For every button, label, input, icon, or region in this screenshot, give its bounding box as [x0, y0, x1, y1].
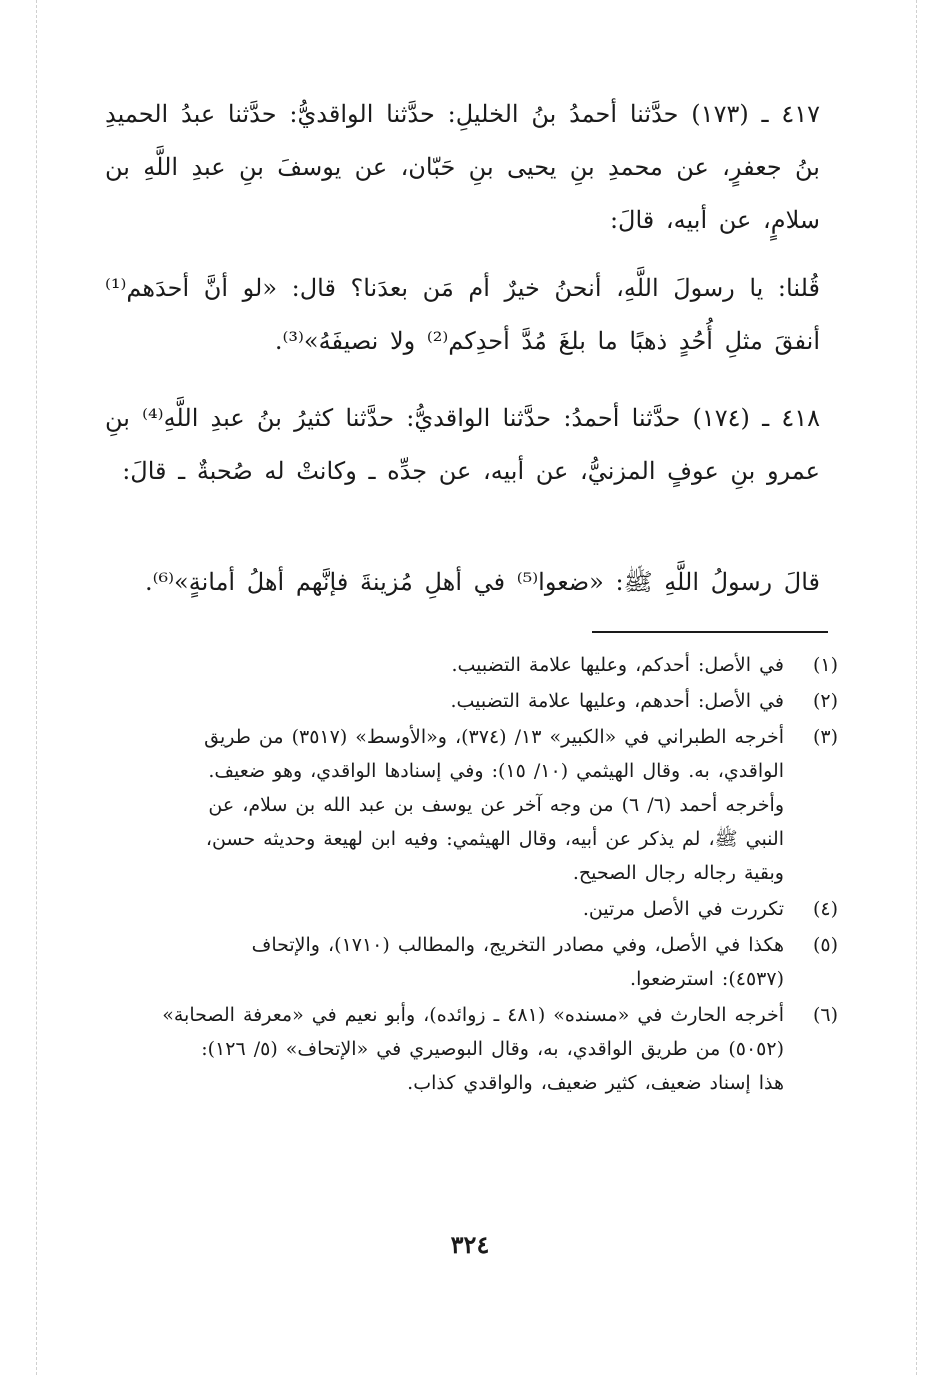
footnotes-section: [93, 648, 838, 1102]
footnote-line: أخرجه الطبراني في «الكبير» ١٣/ (٣٧٤)، و«الأوسط» (٣٥١٧) من طريق: [204, 726, 784, 748]
page-number: ٣٢٤: [450, 1230, 490, 1259]
hadith-417-text: ٤١٧ ـ (١٧٣) حدَّثنا أحمدُ بنُ الخليلِ: حدَّثنا الواقديُّ: حدَّثنا عبدُ الحميدِ بنُ جعفرٍ، عن محمدِ بنِ يحيى بنِ حَبّان، عن يوسفَ بنِ عبدِ اللَّهِ بن سلامٍ، عن أبيه، قالَ:: [105, 100, 820, 234]
footnote-number: (٣): [812, 726, 838, 748]
footnote-text: [93, 892, 784, 926]
footnote-2: [93, 684, 838, 718]
footnote-number: (٦): [812, 1004, 838, 1026]
footnote-text: [93, 684, 784, 718]
footnote-line: النبي ﷺ، لم يذكر عن أبيه، وقال الهيثمي: وفيه ابن لهيعة وحديثه حسن،: [205, 828, 784, 850]
footnote-line: أخرجه الحارث في «مسنده» (٤٨١ ـ زوائده)، وأبو نعيم في «معرفة الصحابة»: [162, 1004, 784, 1026]
footnote-5: [93, 928, 838, 996]
footnote-number: (٤): [812, 898, 838, 920]
footnote-text: [93, 928, 784, 996]
left-margin-guide: [36, 0, 37, 1375]
footnote-4: [93, 892, 838, 926]
footnote-line: تكررت في الأصل مرتين.: [582, 898, 784, 920]
footnote-1: [93, 648, 838, 682]
footnote-text: [93, 998, 784, 1100]
footnote-line: وأخرجه أحمد (٦/ ٦) من وجه آخر عن يوسف بن عبد الله بن سلام، عن: [208, 794, 784, 816]
footnote-6: [93, 998, 838, 1100]
footnote-line: هذا إسناد ضعيف، كثير ضعيف، والواقدي كذاب.: [407, 1072, 784, 1094]
footnote-number: (٥): [812, 934, 838, 956]
footnote-line: في الأصل: أحدهم، وعليها علامة التضبيب.: [450, 690, 784, 712]
footnote-line: (٥٠٥٢) من طريق الواقدي، به، وقال البوصيري في «الإتحاف» (٥/ ١٢٦):: [201, 1038, 784, 1060]
hadith-418-quote: قالَ رسولُ اللَّهِ ﷺ: «ضعوا⁽⁵⁾ في أهلِ مُزينةَ فإنَّهم أهلُ أمانةٍ»⁽⁶⁾.: [144, 568, 820, 596]
footnote-number: (١): [812, 654, 838, 676]
right-margin-guide: [916, 0, 917, 1375]
hadith-418-text: ٤١٨ ـ (١٧٤) حدَّثنا أحمدُ: حدَّثنا الواقديُّ: حدَّثنا كثيرُ بنُ عبدِ اللَّهِ⁽⁴⁾ بنِ عمرو بنِ عوفٍ المزنيُّ، عن أبيه، عن جدِّه ـ وكانتْ له صُحبةٌ ـ قالَ:: [105, 404, 820, 485]
footnote-line: الواقدي، به. وقال الهيثمي (١٠/ ١٥): وفي إسنادها الواقدي، وهو ضعيف.: [208, 760, 784, 782]
footnote-divider: [592, 631, 828, 633]
hadith-417-quote: قُلنا: يا رسولَ اللَّهِ، أنحنُ خيرٌ أم مَن بعدَنا؟ قال: «لو أنَّ أحدَهم⁽¹⁾ أنفقَ مثلِ أُحُدٍ ذهبًا ما بلغَ مُدَّ أحدِكم⁽²⁾ ولا نصيفَهُ»⁽³⁾.: [105, 274, 820, 355]
footnote-number: (٢): [812, 690, 838, 712]
footnote-line: وبقية رجاله رجال الصحيح.: [572, 862, 784, 884]
footnote-line: هكذا في الأصل، وفي مصادر التخريج، والمطالب (١٧١٠)، والإتحاف: [251, 934, 784, 956]
footnote-line: في الأصل: أحدكم، وعليها علامة التضبيب.: [451, 654, 784, 676]
footnote-text: [93, 720, 784, 890]
footnote-3: [93, 720, 838, 890]
footnote-line: (٤٥٣٧): استرضعوا.: [630, 968, 784, 990]
footnote-text: [93, 648, 784, 682]
